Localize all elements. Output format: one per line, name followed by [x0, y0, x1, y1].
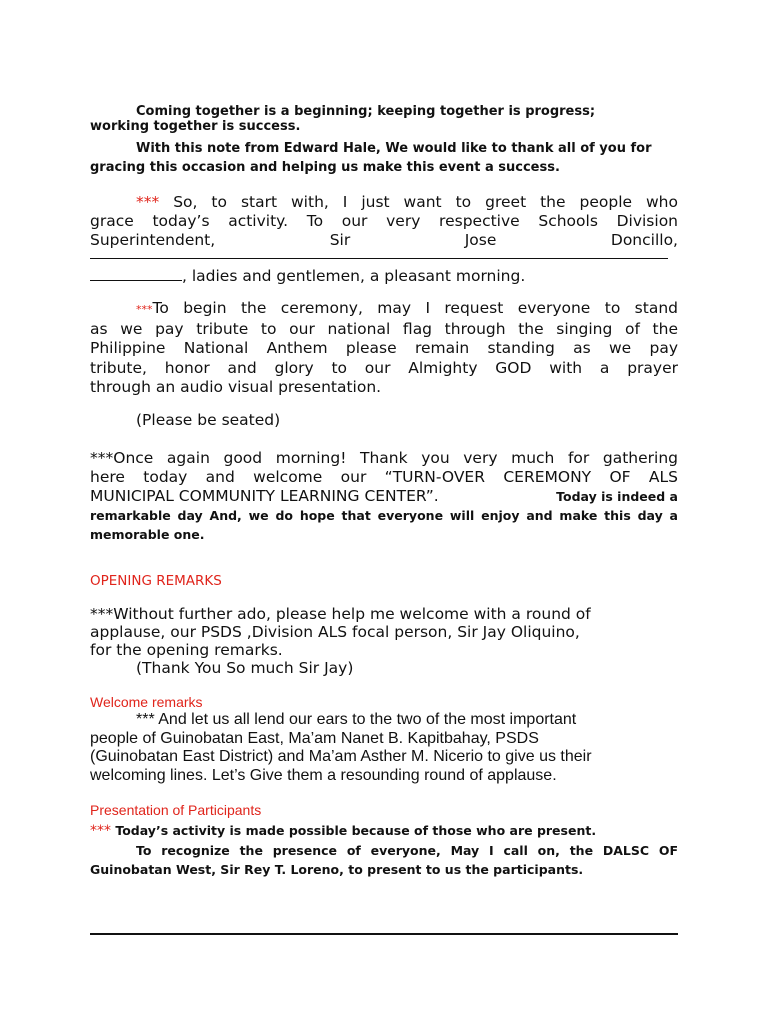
blank-underline-short [90, 266, 182, 281]
participants-line-2: To recognize the presence of everyone, May I call on, the DALSC OF [136, 843, 678, 858]
ceremony-line-4: tribute, honor and glory to our Almighty GOD with a prayer [90, 358, 678, 377]
ceremony-line-5: through an audio visual presentation. [90, 378, 382, 396]
welcome-remarks-line-2: people of Guinobatan East, Ma’am Nanet B. Kapitbahay, PSDS [90, 729, 539, 747]
ceremony-line-1: To begin the ceremony, may I request everyone to stand [152, 299, 678, 317]
ceremony-line-3: Philippine National Anthem please remain standing as we pay [90, 339, 678, 357]
opening-line-3: for the opening remarks. [90, 641, 283, 659]
opening-line-4: (Thank You So much Sir Jay) [136, 659, 354, 677]
welcome-line-3b: Today is indeed a [556, 489, 678, 504]
welcome-line-5: memorable one. [90, 527, 205, 542]
participants-heading: Presentation of Participants [90, 802, 262, 818]
welcome-remarks-line-4: welcoming lines. Let’s Give them a resounding round of applause. [90, 766, 557, 784]
thanks-line-1: With this note from Edward Hale, We would like to thank all of you for [136, 141, 652, 156]
welcome-line-2: here today and welcome our “TURN-OVER CEREMONY OF ALS [90, 468, 678, 486]
participants-body [90, 821, 678, 879]
greeting-line-3: Superintendent, Sir Jose Doncillo, [90, 231, 678, 249]
thanks-block [90, 139, 678, 177]
quote-block [90, 104, 678, 134]
welcome-remarks-line-3: (Guinobatan East District) and Ma’am Asther M. Nicerio to give us their [90, 748, 592, 765]
ceremony-line-2: as we pay tribute to our national flag through the singing of the [90, 319, 678, 338]
ceremony-marker: *** [136, 303, 153, 316]
document-page [90, 0, 678, 1024]
greeting-line-4: , ladies and gentlemen, a pleasant morning. [182, 267, 526, 285]
greeting-paragraph [90, 193, 678, 286]
greeting-line-2: grace today’s activity. To our very respective Schools Division [90, 212, 678, 230]
please-be-seated: (Please be seated) [136, 411, 281, 429]
thanks-line-2: gracing this occasion and helping us make this event a success. [90, 160, 560, 175]
ceremony-paragraph [90, 299, 678, 398]
welcome-line-4: remarkable day And, we do hope that everyone will enjoy and make this day a [90, 508, 678, 523]
blank-underline [90, 258, 668, 259]
opening-line-2: applause, our PSDS ,Division ALS focal person, Sir Jay Oliquino, [90, 623, 580, 641]
welcome-remarks-line-1: *** And let us all lend our ears to the two of the most important [136, 711, 577, 728]
greeting-blank-line [90, 250, 678, 266]
bottom-rule [90, 933, 678, 935]
participants-marker: *** [90, 823, 111, 839]
greeting-marker: *** [136, 193, 160, 211]
welcome-paragraph [90, 449, 678, 544]
quote-line-2: working together is success. [90, 119, 301, 134]
welcome-line-3a: MUNICIPAL COMMUNITY LEARNING CENTER”. [90, 487, 439, 505]
participants-line-3: Guinobatan West, Sir Rey T. Loreno, to present to us the participants. [90, 862, 584, 877]
participants-line-1: Today’s activity is made possible because of those who are present. [111, 823, 597, 838]
opening-remarks-body [90, 605, 678, 677]
quote-line-1: Coming together is a beginning; keeping together is progress; [136, 104, 596, 119]
welcome-line-1: ***Once again good morning! Thank you very much for gathering [90, 449, 678, 467]
greeting-line-1: So, to start with, I just want to greet the people who [159, 193, 678, 211]
welcome-remarks-heading: Welcome remarks [90, 694, 203, 710]
opening-line-1: ***Without further ado, please help me welcome with a round of [90, 605, 591, 623]
opening-remarks-heading: OPENING REMARKS [90, 573, 222, 589]
welcome-remarks-body [90, 711, 678, 785]
